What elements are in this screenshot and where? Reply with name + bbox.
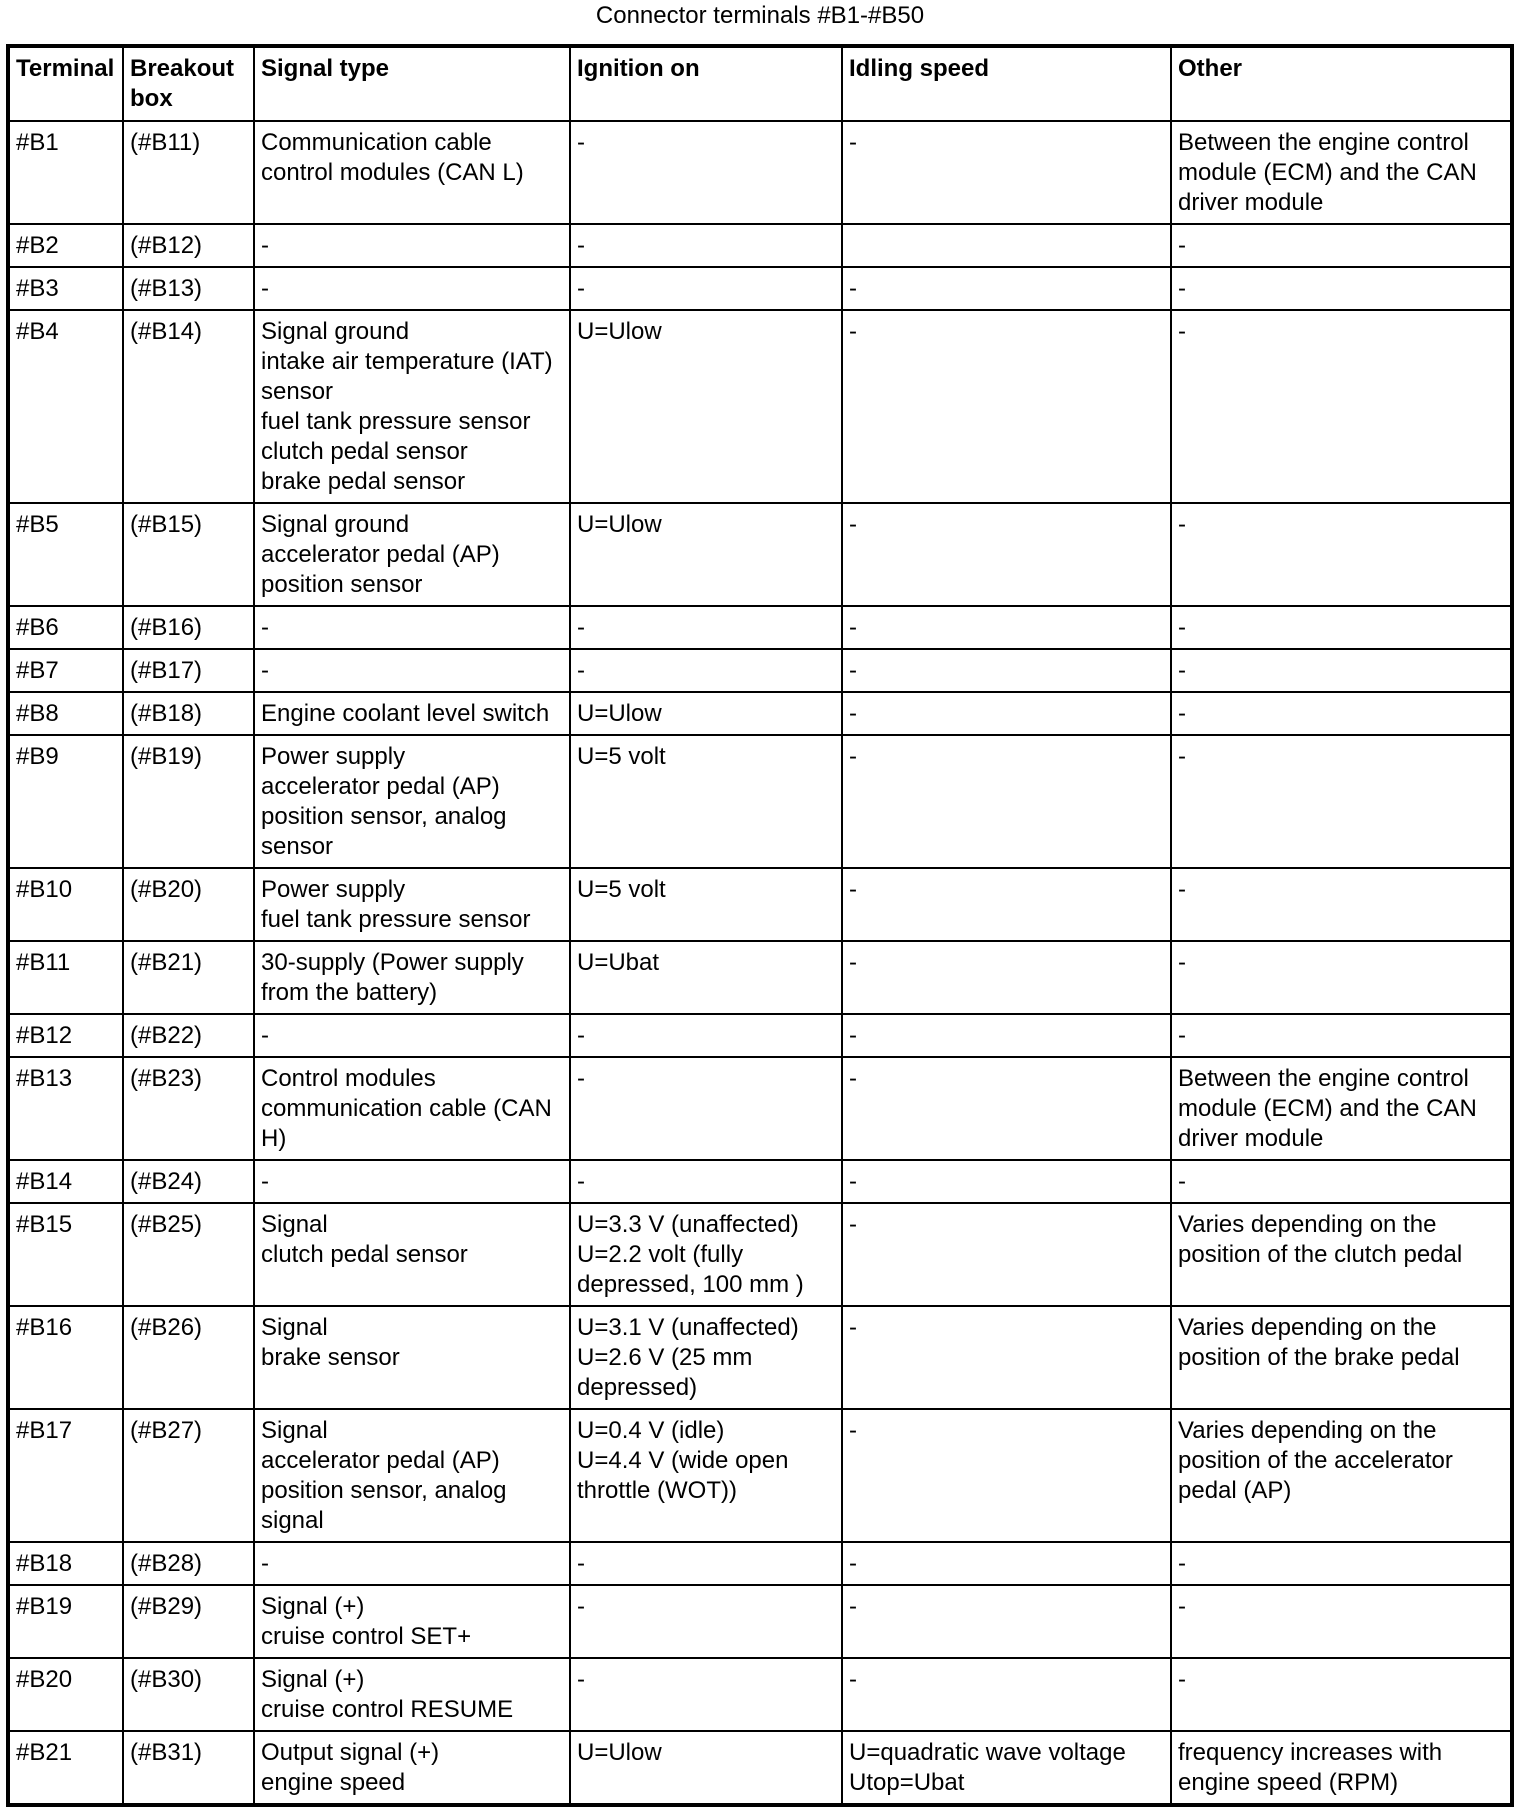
terminal-cell: #B15 [8,1203,123,1306]
breakout-box-cell: (#B17) [123,649,254,692]
ignition-on-cell: - [570,267,842,310]
other-cell: - [1171,1658,1512,1731]
breakout-box-cell: (#B26) [123,1306,254,1409]
breakout-box-cell: (#B30) [123,1658,254,1731]
header-row [8,46,1512,121]
breakout-box-cell: (#B31) [123,1731,254,1805]
breakout-box-cell: (#B12) [123,224,254,267]
table-row [8,1658,1512,1731]
idling-speed-cell: - [842,606,1171,649]
table-row [8,1542,1512,1585]
breakout-box-cell: (#B21) [123,941,254,1014]
ignition-on-cell: - [570,1542,842,1585]
signal-type-cell: - [254,267,570,310]
idling-speed-cell: - [842,267,1171,310]
terminal-cell: #B7 [8,649,123,692]
breakout-box-cell: (#B11) [123,121,254,224]
signal-type-cell: - [254,649,570,692]
table-row [8,1160,1512,1203]
terminal-cell: #B3 [8,267,123,310]
signal-type-cell: Signal accelerator pedal (AP) position sensor, analog signal [254,1409,570,1542]
idling-speed-cell: - [842,941,1171,1014]
breakout-box-cell: (#B28) [123,1542,254,1585]
idling-speed-cell: - [842,1409,1171,1542]
breakout-box-cell: (#B23) [123,1057,254,1160]
terminal-cell: #B14 [8,1160,123,1203]
idling-speed-cell: - [842,649,1171,692]
table-row [8,1306,1512,1409]
signal-type-cell: - [254,1160,570,1203]
terminal-cell: #B2 [8,224,123,267]
idling-speed-cell: - [842,1203,1171,1306]
signal-type-cell: Control modules communication cable (CAN H) [254,1057,570,1160]
ignition-on-cell: U=Ulow [570,692,842,735]
table-row [8,941,1512,1014]
terminal-cell: #B9 [8,735,123,868]
table-row [8,1409,1512,1542]
other-cell: Between the engine control module (ECM) and the CAN driver module [1171,1057,1512,1160]
table-row [8,1014,1512,1057]
signal-type-cell: Signal brake sensor [254,1306,570,1409]
signal-type-cell: Signal (+) cruise control RESUME [254,1658,570,1731]
signal-type-cell: - [254,606,570,649]
table-body [8,121,1512,1805]
ignition-on-cell: U=3.1 V (unaffected) U=2.6 V (25 mm depressed) [570,1306,842,1409]
terminal-cell: #B13 [8,1057,123,1160]
connector-terminals-table [6,44,1514,1807]
terminal-cell: #B10 [8,868,123,941]
idling-speed-cell: U=quadratic wave voltage Utop=Ubat [842,1731,1171,1805]
signal-type-cell: - [254,1542,570,1585]
column-header-idling-speed: Idling speed [842,46,1171,121]
other-cell: - [1171,1014,1512,1057]
signal-type-cell: Output signal (+) engine speed [254,1731,570,1805]
ignition-on-cell: - [570,1160,842,1203]
other-cell: Varies depending on the position of the brake pedal [1171,1306,1512,1409]
terminal-cell: #B4 [8,310,123,503]
table-row [8,224,1512,267]
signal-type-cell: - [254,224,570,267]
other-cell: frequency increases with engine speed (RPM) [1171,1731,1512,1805]
column-header-ignition-on: Ignition on [570,46,842,121]
idling-speed-cell: - [842,692,1171,735]
idling-speed-cell: - [842,310,1171,503]
signal-type-cell: Power supply fuel tank pressure sensor [254,868,570,941]
table-row [8,267,1512,310]
terminal-cell: #B19 [8,1585,123,1658]
other-cell: - [1171,941,1512,1014]
signal-type-cell: - [254,1014,570,1057]
ignition-on-cell: - [570,1057,842,1160]
ignition-on-cell: U=5 volt [570,735,842,868]
breakout-box-cell: (#B22) [123,1014,254,1057]
breakout-box-cell: (#B18) [123,692,254,735]
terminal-cell: #B11 [8,941,123,1014]
ignition-on-cell: U=0.4 V (idle) U=4.4 V (wide open throttle (WOT)) [570,1409,842,1542]
ignition-on-cell: U=Ubat [570,941,842,1014]
table-row [8,649,1512,692]
other-cell: - [1171,1160,1512,1203]
table-row [8,1585,1512,1658]
ignition-on-cell: - [570,224,842,267]
idling-speed-cell: - [842,1585,1171,1658]
other-cell: - [1171,649,1512,692]
breakout-box-cell: (#B13) [123,267,254,310]
ignition-on-cell: U=Ulow [570,1731,842,1805]
ignition-on-cell: - [570,1014,842,1057]
other-cell: - [1171,1585,1512,1658]
idling-speed-cell: - [842,1542,1171,1585]
idling-speed-cell [842,224,1171,267]
table-row [8,310,1512,503]
column-header-terminal: Terminal [8,46,123,121]
other-cell: - [1171,1542,1512,1585]
terminal-cell: #B21 [8,1731,123,1805]
breakout-box-cell: (#B27) [123,1409,254,1542]
other-cell: - [1171,310,1512,503]
table-row [8,503,1512,606]
ignition-on-cell: U=Ulow [570,310,842,503]
other-cell: - [1171,503,1512,606]
table-row [8,121,1512,224]
column-header-signal-type: Signal type [254,46,570,121]
terminal-cell: #B1 [8,121,123,224]
ignition-on-cell: - [570,606,842,649]
breakout-box-cell: (#B29) [123,1585,254,1658]
ignition-on-cell: U=3.3 V (unaffected) U=2.2 volt (fully depressed, 100 mm ) [570,1203,842,1306]
idling-speed-cell: - [842,1658,1171,1731]
other-cell: - [1171,692,1512,735]
breakout-box-cell: (#B24) [123,1160,254,1203]
ignition-on-cell: - [570,649,842,692]
terminal-cell: #B17 [8,1409,123,1542]
idling-speed-cell: - [842,121,1171,224]
ignition-on-cell: - [570,121,842,224]
idling-speed-cell: - [842,735,1171,868]
table-row [8,692,1512,735]
breakout-box-cell: (#B16) [123,606,254,649]
table-row [8,735,1512,868]
table-row [8,1203,1512,1306]
other-cell: - [1171,267,1512,310]
other-cell: Between the engine control module (ECM) and the CAN driver module [1171,121,1512,224]
terminal-cell: #B8 [8,692,123,735]
terminal-cell: #B16 [8,1306,123,1409]
terminal-cell: #B18 [8,1542,123,1585]
other-cell: - [1171,224,1512,267]
ignition-on-cell: - [570,1585,842,1658]
document-title: Connector terminals #B1-#B50 [595,2,925,29]
idling-speed-cell: - [842,1014,1171,1057]
idling-speed-cell: - [842,1057,1171,1160]
table-row [8,868,1512,941]
other-cell: Varies depending on the position of the accelerator pedal (AP) [1171,1409,1512,1542]
terminal-cell: #B6 [8,606,123,649]
breakout-box-cell: (#B15) [123,503,254,606]
breakout-box-cell: (#B19) [123,735,254,868]
signal-type-cell: Signal (+) cruise control SET+ [254,1585,570,1658]
signal-type-cell: 30-supply (Power supply from the battery) [254,941,570,1014]
table-row [8,606,1512,649]
signal-type-cell: Power supply accelerator pedal (AP) position sensor, analog sensor [254,735,570,868]
other-cell: Varies depending on the position of the clutch pedal [1171,1203,1512,1306]
column-header-other: Other [1171,46,1512,121]
terminal-cell: #B12 [8,1014,123,1057]
signal-type-cell: Communication cable control modules (CAN L) [254,121,570,224]
column-header-breakout-box: Breakout box [123,46,254,121]
terminal-cell: #B20 [8,1658,123,1731]
idling-speed-cell: - [842,503,1171,606]
signal-type-cell: Signal ground intake air temperature (IAT) sensor fuel tank pressure sensor clutch pedal sensor brake pedal sensor [254,310,570,503]
idling-speed-cell: - [842,1160,1171,1203]
other-cell: - [1171,606,1512,649]
other-cell: - [1171,735,1512,868]
ignition-on-cell: - [570,1658,842,1731]
breakout-box-cell: (#B14) [123,310,254,503]
idling-speed-cell: - [842,868,1171,941]
breakout-box-cell: (#B20) [123,868,254,941]
signal-type-cell: Signal ground accelerator pedal (AP) position sensor [254,503,570,606]
signal-type-cell: Signal clutch pedal sensor [254,1203,570,1306]
table-row [8,1057,1512,1160]
terminal-cell: #B5 [8,503,123,606]
other-cell: - [1171,868,1512,941]
idling-speed-cell: - [842,1306,1171,1409]
signal-type-cell: Engine coolant level switch [254,692,570,735]
ignition-on-cell: U=5 volt [570,868,842,941]
breakout-box-cell: (#B25) [123,1203,254,1306]
ignition-on-cell: U=Ulow [570,503,842,606]
table-header [8,46,1512,121]
